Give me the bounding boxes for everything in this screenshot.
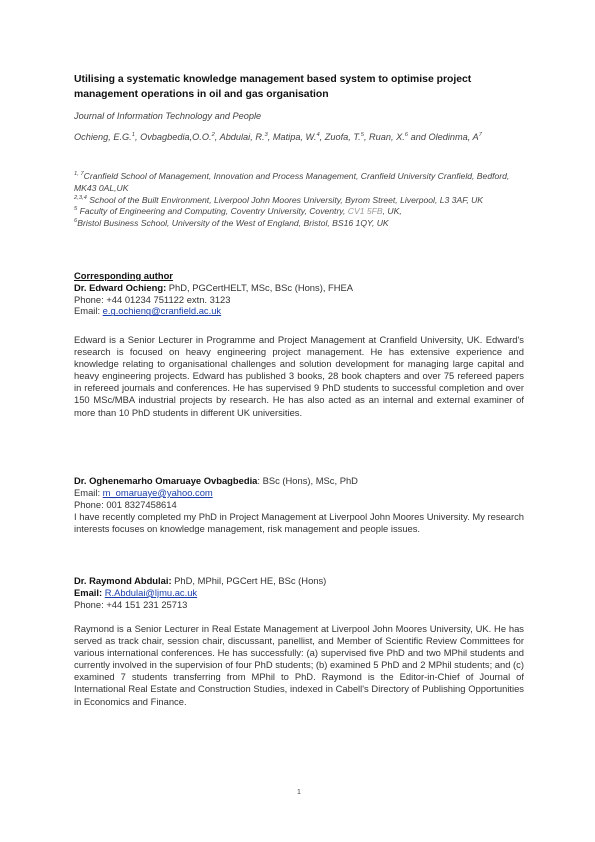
corresponding-author-bio: Edward is a Senior Lecturer in Programme and Project Management at Cranfield University, UK. Edward's research is focused on heavy engineering project management. He has extensive experience and knowledge relating to organisational challenges and solution development for managing large capital and heavy engineering projects. Edward has published 3 books, 28 book chapters and over 75 refereed papers in refereed journals and conferences. He has supervised 9 PhD students to successful completion and over 150 MSc/MBA industrial projects by research. He has also acted as an internal and external examiner of more than 10 PhD students in different UK universities. (74, 334, 524, 418)
author: Ochieng, E.G.$^1$, (74, 131, 141, 142)
author2-bio: I have recently completed my PhD in Project Management at Liverpool John Moores University. My research interests focuses on knowledge management, risk management and people issues. (74, 511, 524, 535)
author: Zuofa, T.$^5$, (324, 131, 370, 142)
author3-block (74, 575, 524, 610)
affiliation: $^{2,3,4}$ School of the Built Environment, Liverpool John Moores University, Byrom Street, Liverpool, L3 3AF, UK (74, 194, 484, 205)
paper-title: Utilising a systematic knowledge management based system to optimise project management operations in oil and gas organisation (74, 74, 472, 100)
corresponding-author-block (74, 270, 524, 317)
author: Ruan, X.$^6$ (369, 131, 409, 142)
author-line: Dr. Edward Ochieng: PhD, PGCertHELT, MSc, BSc (Hons), FHEA (74, 281, 354, 293)
author-line: Dr. Raymond Abdulai: PhD, MPhil, PGCert HE, BSc (Hons) (74, 575, 327, 586)
affiliation: $^6$Bristol Business School, University of the West of England, Bristol, BS16 1QY, UK (74, 218, 389, 229)
email-line: Email: R.Abdulai@ljmu.ac.uk (74, 586, 198, 598)
email-line: Email: e.g.ochieng@cranfield.ac.uk (74, 305, 222, 317)
affiliation: $^5$ Faculty of Engineering and Computing, Coventry University, Coventry, CV1 5FB, UK, (74, 206, 402, 217)
author3-bio: Raymond is a Senior Lecturer in Real Estate Management at Liverpool John Moores University, UK. He has served as track chair, session chair, discussant, panellist, and Member of Scientific Review Committees for various international conferences. He has successfully: (a) supervised five PhD and two MPhil students and currently involved in the supervision of four PhD students; (b) examined 5 PhD and 2 MPhil students; and (c) examined 7 students transferring from MPhil to PhD. Raymond is the Editor-in-Chief of Journal of International Real Estate and Construction Studies, indexed in Cabell's Directory of Publishing Opportunities in Economics and Finance. (74, 623, 524, 707)
email-link[interactable]: e.g.ochieng@cranfield.ac.uk (102, 305, 222, 317)
author-list (74, 131, 529, 144)
author: Ovbagbedia,O.O.$^2$, (140, 131, 220, 142)
page-number: 1 (297, 789, 301, 796)
corresponding-author-heading: Corresponding author (74, 270, 173, 281)
email-link[interactable]: R.Abdulai@ljmu.ac.uk (104, 586, 198, 598)
author: Abdulai, R.$^3$, (219, 131, 273, 142)
author-line: Dr. Oghenemarho Omaruaye Ovbagbedia: BSc (Hons), MSc, PhD (74, 475, 358, 486)
phone-line: Phone: +44 151 231 25713 (74, 598, 188, 610)
email-link[interactable]: m_omaruaye@yahoo.com (102, 486, 213, 498)
author: and Oledinma, $A^7$ (410, 131, 482, 142)
email-line: Email: m_omaruaye@yahoo.com (74, 486, 213, 498)
affiliation: $^{1, 7}$Cranfield School of Management, Innovation and Process Management, Cranfield University Cranfield, Bedford, MK43 0AL,UK (74, 171, 510, 193)
journal-name: Journal of Information Technology and People (74, 111, 262, 121)
phone-line: Phone: +44 01234 751122 extn. 3123 (74, 293, 231, 305)
author2-block (74, 475, 524, 510)
author: Matipa, W.$^4$, (272, 131, 325, 142)
phone-line: Phone: 001 8327458614 (74, 498, 177, 510)
affiliation-list (74, 171, 529, 230)
